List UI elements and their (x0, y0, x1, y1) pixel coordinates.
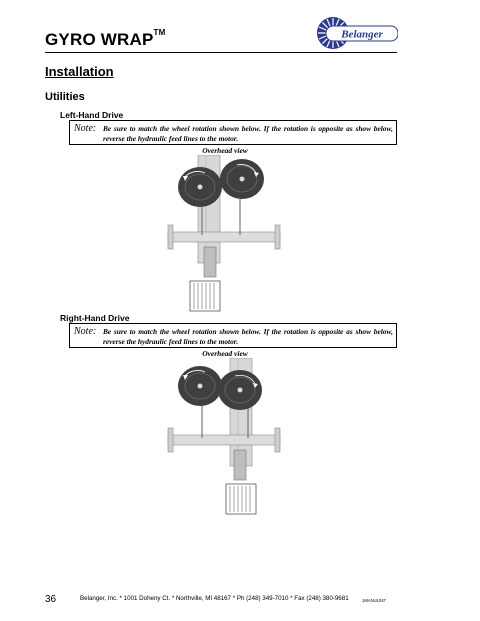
document-title (45, 30, 165, 50)
title-text: GYRO WRAP (45, 30, 154, 49)
page-number: 36 (45, 594, 57, 605)
note-text: Be sure to match the wheel rotation shown below. If the rotation is opposite as show below, reverse the hydraulic feed lines to the motor. (103, 124, 393, 143)
footer-address: Belanger, Inc. * 1001 Doheny Ct. * Northville, MI 48167 * Ph (248) 349-7010 * Fax (248) 380-9681 (80, 595, 349, 602)
subsection-title: Utilities (45, 91, 85, 103)
logo-text: Belanger (341, 28, 383, 41)
left-note-box (69, 120, 397, 145)
note-label: Note: (74, 123, 97, 134)
trademark-mark: TM (153, 28, 166, 37)
right-hand-drive-diagram (160, 358, 290, 518)
note-label: Note: (74, 326, 97, 337)
left-hand-drive-label: Left-Hand Drive (60, 110, 124, 120)
overhead-view-label: Overhead view (202, 349, 248, 358)
section-title: Installation (45, 64, 114, 79)
overhead-view-label: Overhead view (202, 146, 248, 155)
right-hand-drive-label: Right-Hand Drive (60, 313, 130, 323)
right-note-box (69, 323, 397, 348)
footer-doc-code: 1MANUL047 (362, 598, 386, 603)
belanger-logo (316, 16, 398, 50)
left-hand-drive-diagram (160, 155, 290, 315)
note-text: Be sure to match the wheel rotation shown below. If the rotation is opposite as show below, reverse the hydraulic feed lines to the motor. (103, 327, 393, 346)
header-rule (45, 52, 397, 53)
